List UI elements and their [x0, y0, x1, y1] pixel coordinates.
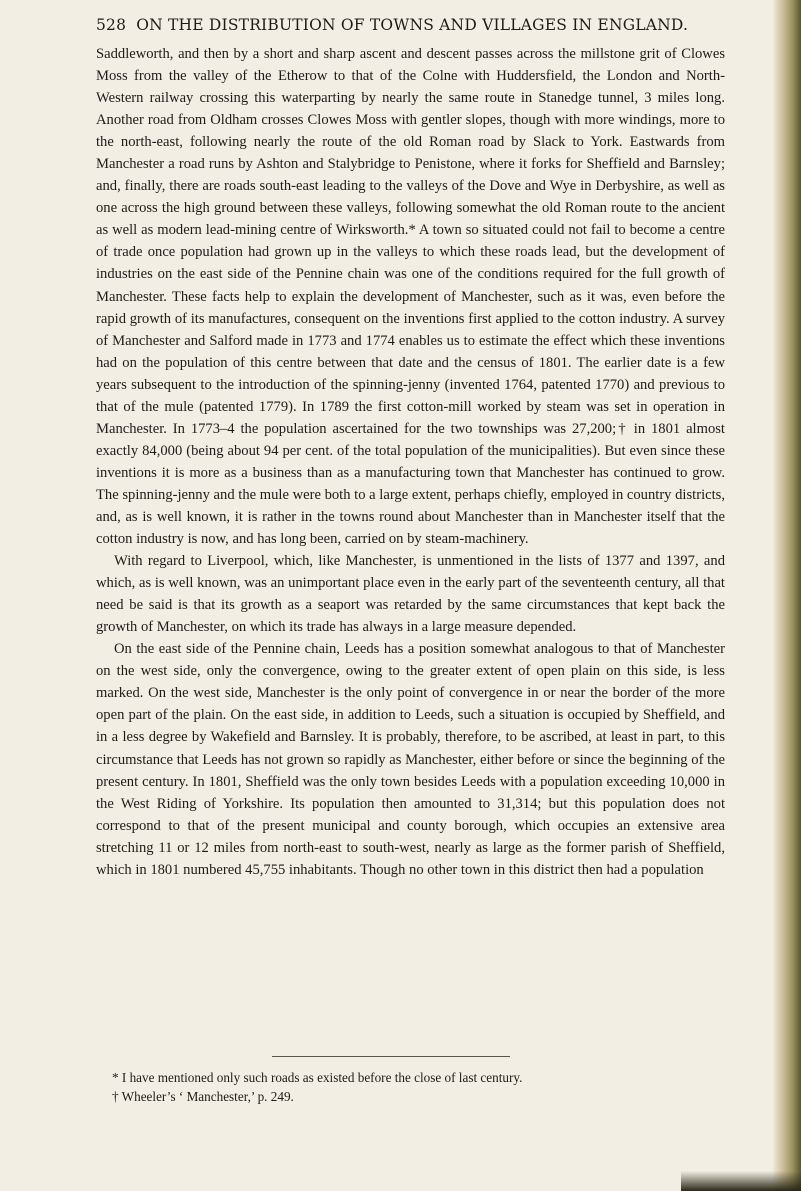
page-number: 528 [96, 16, 127, 34]
running-title: ON THE DISTRIBUTION OF TOWNS AND VILLAGES IN ENGLAND. [136, 16, 689, 34]
footnote: † Wheeler’s ‘ Manchester,’ p. 249. [112, 1089, 294, 1104]
body-text [96, 43, 725, 881]
footnotes [112, 1068, 712, 1106]
footnote: * I have mentioned only such roads as existed before the close of last century. [112, 1070, 523, 1085]
running-header [96, 16, 736, 34]
paragraph: Saddleworth, and then by a short and sharp ascent and descent passes across the millstone grit of Clowes Moss from the valley of the Etherow to that of the Colne with Huddersfield, the London and North-Western railway crossing this waterparting by nearly the same route in Stanedge tunnel, 3 miles long. Another road from Oldham crosses Clowes Moss with gentler slopes, though with more windings, more to the north-east, following nearly the route of the old Roman road by Slack to York. Eastwards from Manchester a road runs by Ashton and Stalybridge to Penistone, where it forks for Sheffield and Barnsley; and, finally, there are roads south-east leading to the valleys of the Dove and Wye in Derbyshire, as well as one across the high ground between these valleys, following somewhat the old Roman route to the ancient as well as modern lead-mining centre of Wirksworth.* A town so situated could not fail to become a centre of trade once population had grown up in the valleys to which these roads lead, but the development of industries on the east side of the Pennine chain was one of the conditions required for the full growth of Manchester. These facts help to explain the development of Manchester, such as it was, even before the rapid growth of its manufactures, consequent on the inventions first applied to the cotton industry. A survey of Manchester and Salford made in 1773 and 1774 enables us to estimate the effect which these inventions had on the population of this centre between that date and the census of 1801. The earlier date is a few years subsequent to the introduction of the spinning-jenny (invented 1764, patented 1770) and previous to that of the mule (patented 1779). In 1789 the first cotton-mill worked by steam was set in operation in Manchester. In 1773–4 the population ascertained for the two townships was 27,200;† in 1801 almost exactly 84,000 (being about 94 per cent. of the total population of the municipalities). But even since these inventions it is more as a business than as a manufacturing town that Manchester has continued to grow. The spinning-jenny and the mule were both to a large extent, perhaps chiefly, employed in country districts, and, as is well known, it is rather in the towns round about Manchester than in Manchester itself that the cotton industry is now, and has long been, carried on by steam-machinery. [96, 46, 725, 548]
paragraph: With regard to Liverpool, which, like Manchester, is unmentioned in the lists of 1377 and 1397, and which, as is well known, was an unimportant place even in the early part of the seventeenth century, all that need be said is that its growth as a seaport was retarded by the same circumstances that kept back the growth of Manchester, on which its trade has always in a large measure depended. [96, 553, 725, 636]
footnote-divider [272, 1056, 510, 1057]
page-edge-shadow [773, 0, 801, 1191]
page-corner-shadow [681, 1171, 801, 1191]
paragraph: On the east side of the Pennine chain, Leeds has a position somewhat analogous to that of Manchester on the west side, only the convergence, owing to the greater extent of open plain on this side, is less marked. On the west side, Manchester is the only point of convergence in or near the border of the more open part of the plain. On the east side, in addition to Leeds, such a situation is occupied by Sheffield, and in a less degree by Wakefield and Barnsley. It is probably, therefore, to be ascribed, at least in part, to this circumstance that Leeds has not grown so rapidly as Manchester, either before or since the beginning of the present century. In 1801, Sheffield was the only town besides Leeds with a population exceeding 10,000 in the West Riding of Yorkshire. Its population then amounted to 31,314; but this population does not correspond to that of the present municipal and county borough, which occupies an extensive area stretching 11 or 12 miles from north-east to south-west, nearly as large as the former parish of Sheffield, which in 1801 numbered 45,755 inhabitants. Though no other town in this district then had a population [96, 641, 725, 878]
